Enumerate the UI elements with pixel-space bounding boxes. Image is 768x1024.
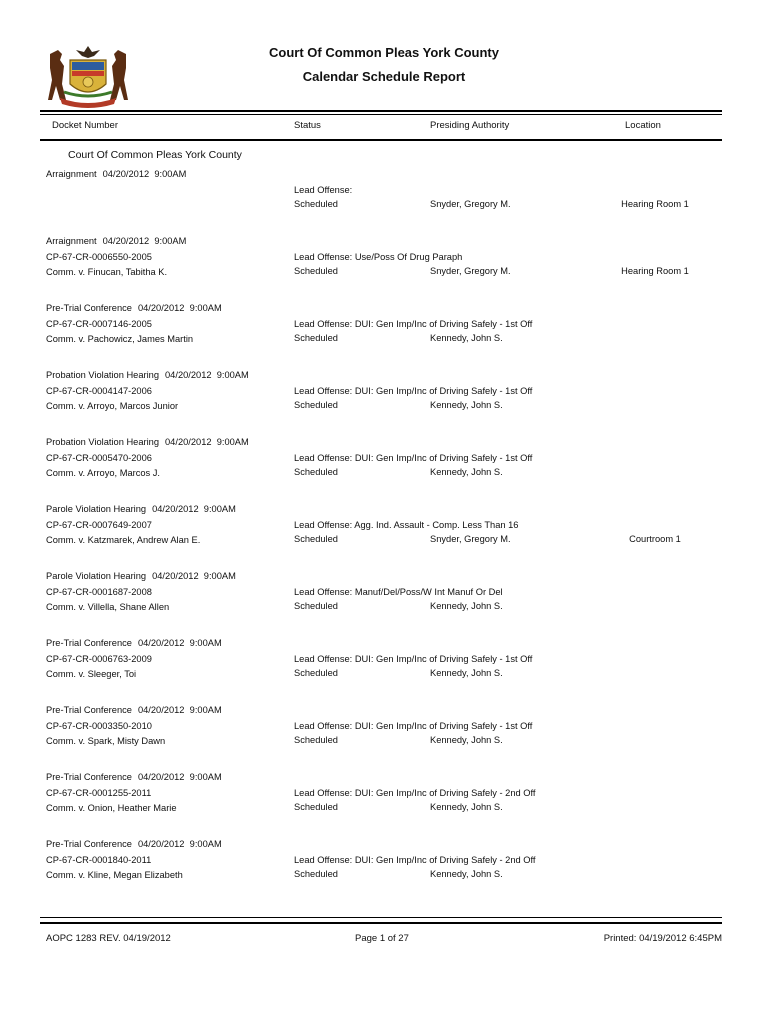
column-header-docket: Docket Number <box>52 120 118 131</box>
calendar-entry <box>0 301 768 361</box>
footer-printed-date: Printed: 04/19/2012 6:45PM <box>603 933 722 944</box>
entry-docket-number: CP-67-CR-0005470-2006 <box>46 452 152 463</box>
entry-docket-number: CP-67-CR-0007146-2005 <box>46 318 152 329</box>
entry-case-caption: Comm. v. Arroyo, Marcos J. <box>46 468 160 478</box>
entry-event-type: Arraignment <box>46 236 97 246</box>
entry-event-datetime <box>46 435 249 451</box>
entry-event-datetime <box>46 770 222 786</box>
entry-docket-number: CP-67-CR-0001840-2011 <box>46 854 152 865</box>
entry-status: Scheduled <box>294 601 338 611</box>
entry-lead-offense: Lead Offense: DUI: Gen Imp/Inc of Driving Safely - 1st Off <box>294 318 533 329</box>
entry-datetime: 04/20/2012 9:00AM <box>102 169 187 179</box>
entry-status: Scheduled <box>294 668 338 678</box>
pennsylvania-coat-of-arms-icon <box>44 44 132 108</box>
entry-event-type: Pre-Trial Conference <box>46 638 132 648</box>
entry-presiding-authority: Snyder, Gregory M. <box>430 199 511 209</box>
calendar-entry <box>0 569 768 629</box>
calendar-entry <box>0 234 768 294</box>
court-name-title: Court Of Common Pleas York County <box>269 45 499 60</box>
entry-datetime: 04/20/2012 9:00AM <box>137 638 222 648</box>
entry-event-type: Probation Violation Hearing <box>46 370 160 380</box>
calendar-entry <box>0 368 768 428</box>
entry-lead-offense: Lead Offense: Use/Poss Of Drug Paraph <box>294 251 463 262</box>
entry-docket-number: CP-67-CR-0006550-2005 <box>46 251 152 262</box>
entry-event-type: Pre-Trial Conference <box>46 772 132 782</box>
entry-presiding-authority: Kennedy, John S. <box>430 601 503 611</box>
entry-case-caption: Comm. v. Sleeger, Toi <box>46 669 137 679</box>
entry-location: Hearing Room 1 <box>621 266 689 276</box>
calendar-entry <box>0 167 768 227</box>
entry-presiding-authority: Kennedy, John S. <box>430 869 503 879</box>
header-top-rule-secondary <box>40 114 722 115</box>
column-header-authority: Presiding Authority <box>430 120 510 131</box>
entry-status: Scheduled <box>294 534 338 544</box>
entry-event-datetime <box>46 167 186 183</box>
entry-event-type: Pre-Trial Conference <box>46 839 132 849</box>
entry-event-type: Pre-Trial Conference <box>46 705 132 715</box>
entry-datetime: 04/20/2012 9:00AM <box>137 839 222 849</box>
entry-lead-offense: Lead Offense: DUI: Gen Imp/Inc of Driving Safely - 1st Off <box>294 385 533 396</box>
entry-datetime: 04/20/2012 9:00AM <box>152 571 236 581</box>
entry-case-caption: Comm. v. Kline, Megan Elizabeth <box>46 870 183 880</box>
entry-event-type: Probation Violation Hearing <box>46 437 160 447</box>
entry-event-datetime <box>46 368 249 384</box>
entry-case-caption: Comm. v. Onion, Heather Marie <box>46 803 177 813</box>
entry-event-type: Arraignment <box>46 169 97 179</box>
entry-docket-number: CP-67-CR-0006763-2009 <box>46 653 152 664</box>
entry-lead-offense: Lead Offense: DUI: Gen Imp/Inc of Driving Safely - 1st Off <box>294 452 533 463</box>
footer-rule-thick <box>40 922 722 924</box>
column-header-rule <box>40 139 722 141</box>
entry-datetime: 04/20/2012 9:00AM <box>102 236 187 246</box>
entry-event-type: Pre-Trial Conference <box>46 303 132 313</box>
entry-status: Scheduled <box>294 266 338 276</box>
entry-event-type: Parole Violation Hearing <box>46 571 147 581</box>
entry-location: Hearing Room 1 <box>621 199 689 209</box>
entry-event-datetime <box>46 703 222 719</box>
entry-datetime: 04/20/2012 9:00AM <box>165 437 249 447</box>
entry-docket-number: CP-67-CR-0004147-2006 <box>46 385 152 396</box>
entry-presiding-authority: Snyder, Gregory M. <box>430 266 511 276</box>
entry-presiding-authority: Kennedy, John S. <box>430 467 503 477</box>
calendar-entry <box>0 837 768 897</box>
entry-status: Scheduled <box>294 735 338 745</box>
entry-case-caption: Comm. v. Villella, Shane Allen <box>46 602 170 612</box>
calendar-entry <box>0 703 768 763</box>
footer-form-id: AOPC 1283 REV. 04/19/2012 <box>46 933 171 944</box>
entry-lead-offense: Lead Offense: DUI: Gen Imp/Inc of Driving Safely - 1st Off <box>294 653 533 664</box>
entry-status: Scheduled <box>294 869 338 879</box>
entry-presiding-authority: Kennedy, John S. <box>430 333 503 343</box>
entry-datetime: 04/20/2012 9:00AM <box>137 705 222 715</box>
entry-presiding-authority: Kennedy, John S. <box>430 802 503 812</box>
entry-lead-offense: Lead Offense: Manuf/Del/Poss/W Int Manuf Or Del <box>294 586 503 597</box>
calendar-entry <box>0 636 768 696</box>
entry-status: Scheduled <box>294 333 338 343</box>
entry-presiding-authority: Snyder, Gregory M. <box>430 534 511 544</box>
entry-docket-number: CP-67-CR-0001687-2008 <box>46 586 152 597</box>
entry-case-caption: Comm. v. Pachowicz, James Martin <box>46 334 194 344</box>
entry-lead-offense: Lead Offense: DUI: Gen Imp/Inc of Driving Safely - 2nd Off <box>294 854 536 865</box>
entry-docket-number: CP-67-CR-0003350-2010 <box>46 720 152 731</box>
header-top-rule <box>40 110 722 112</box>
entry-datetime: 04/20/2012 9:00AM <box>137 303 222 313</box>
section-title: Court Of Common Pleas York County <box>68 149 242 161</box>
entry-event-datetime <box>46 636 222 652</box>
entry-datetime: 04/20/2012 9:00AM <box>165 370 249 380</box>
calendar-entry <box>0 502 768 562</box>
entry-event-type: Parole Violation Hearing <box>46 504 147 514</box>
entry-lead-offense: Lead Offense: DUI: Gen Imp/Inc of Driving Safely - 1st Off <box>294 720 533 731</box>
entry-lead-offense: Lead Offense: Agg. Ind. Assault - Comp. Less Than 16 <box>294 519 519 530</box>
footer-page-number: Page 1 of 27 <box>355 933 409 944</box>
entry-event-datetime <box>46 502 236 518</box>
entry-location: Courtroom 1 <box>629 534 681 544</box>
footer-rule <box>40 917 722 918</box>
entry-datetime: 04/20/2012 9:00AM <box>137 772 222 782</box>
entry-event-datetime <box>46 301 222 317</box>
column-header-status: Status <box>294 120 321 131</box>
entry-status: Scheduled <box>294 467 338 477</box>
entry-case-caption: Comm. v. Katzmarek, Andrew Alan E. <box>46 535 201 545</box>
report-title: Calendar Schedule Report <box>302 69 466 84</box>
entry-event-datetime <box>46 234 186 250</box>
calendar-entry <box>0 435 768 495</box>
entry-status: Scheduled <box>294 400 338 410</box>
entry-event-datetime <box>46 837 222 853</box>
entry-status: Scheduled <box>294 802 338 812</box>
column-header-location: Location <box>625 120 661 131</box>
entry-presiding-authority: Kennedy, John S. <box>430 735 503 745</box>
entry-case-caption: Comm. v. Spark, Misty Dawn <box>46 736 166 746</box>
entry-case-caption: Comm. v. Finucan, Tabitha K. <box>46 267 168 277</box>
entry-docket-number: CP-67-CR-0007649-2007 <box>46 519 152 530</box>
entry-presiding-authority: Kennedy, John S. <box>430 400 503 410</box>
entry-docket-number: CP-67-CR-0001255-2011 <box>46 787 152 798</box>
entry-case-caption: Comm. v. Arroyo, Marcos Junior <box>46 401 179 411</box>
calendar-entry <box>0 770 768 830</box>
entry-status: Scheduled <box>294 199 338 209</box>
entry-presiding-authority: Kennedy, John S. <box>430 668 503 678</box>
entry-lead-offense: Lead Offense: <box>294 184 353 195</box>
entry-datetime: 04/20/2012 9:00AM <box>152 504 236 514</box>
entry-lead-offense: Lead Offense: DUI: Gen Imp/Inc of Driving Safely - 2nd Off <box>294 787 536 798</box>
entry-event-datetime <box>46 569 236 585</box>
